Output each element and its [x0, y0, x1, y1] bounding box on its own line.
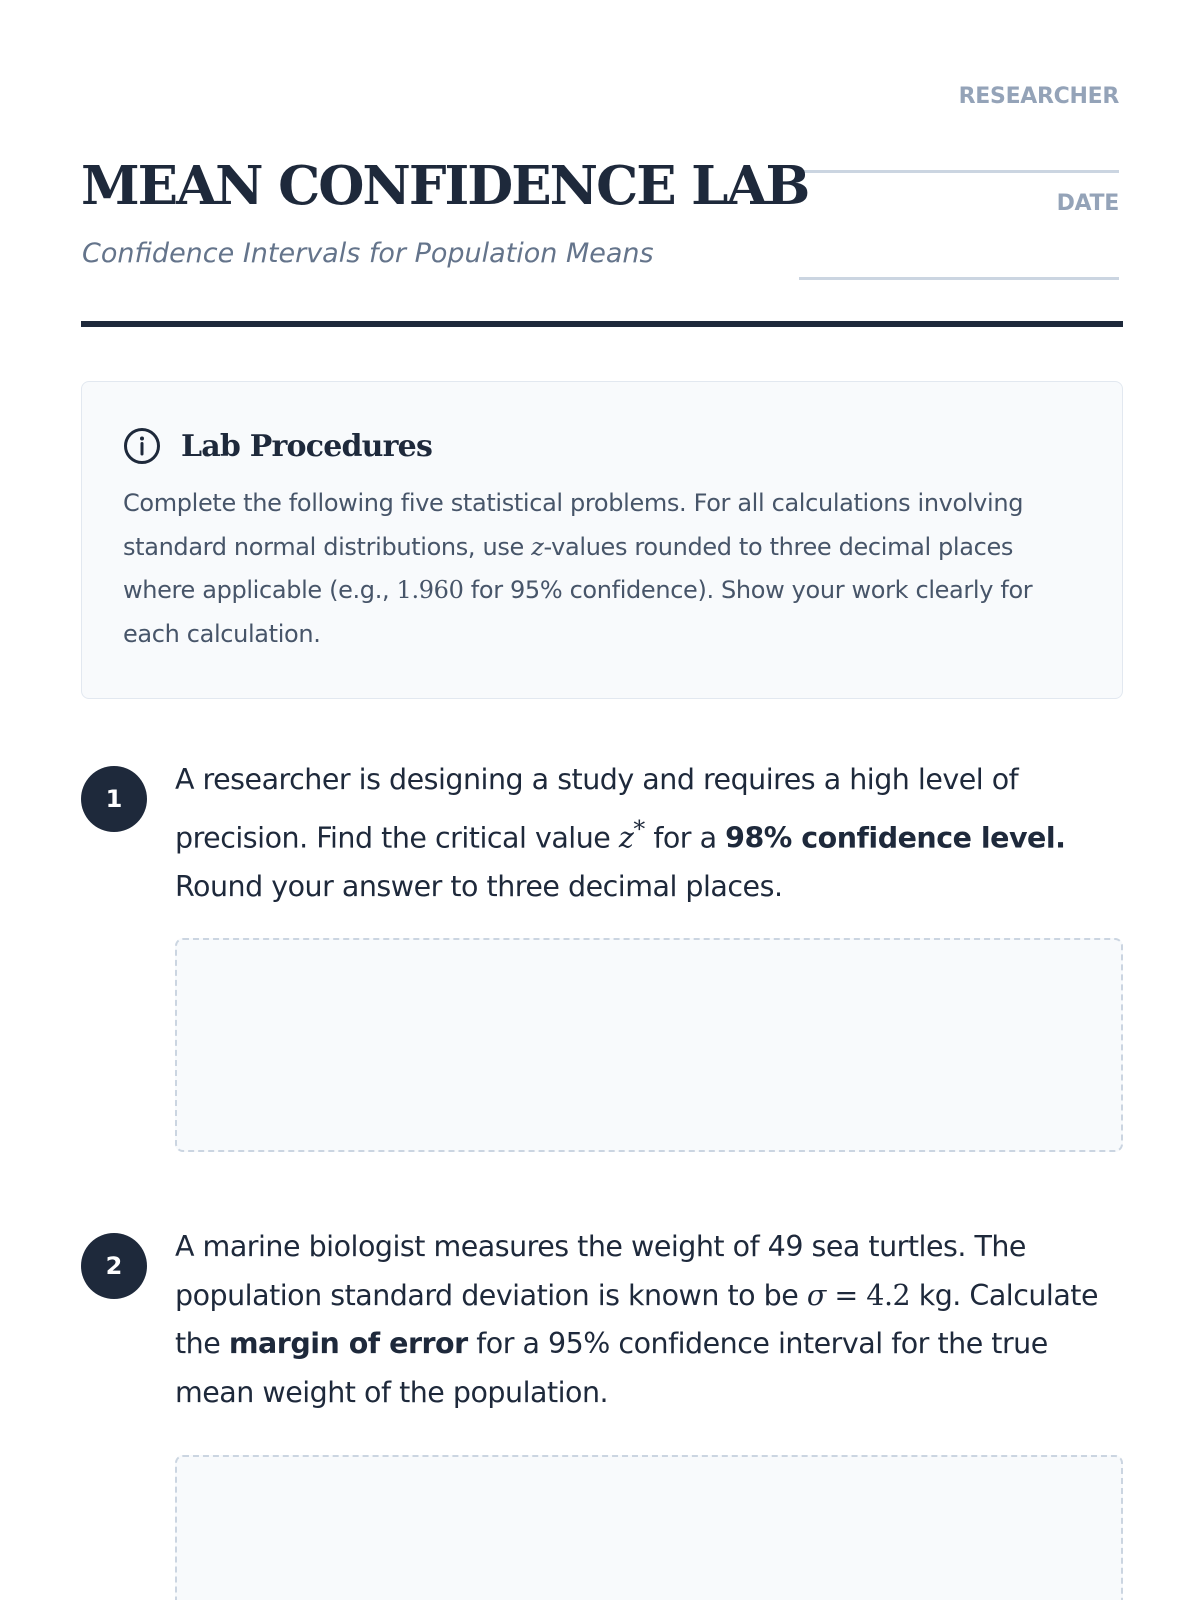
date-label: DATE: [1056, 191, 1119, 216]
question-text: A researcher is designing a study and requires a high level of precision. Find the critical value z* for a 98% confidence level. Round your answer to three decimal places.: [175, 763, 1066, 903]
question-text: A marine biologist measures the weight of 49 sea turtles. The population standard deviation is known to be σ = 4.2 kg. Calculate the margin of error for a 95% confidence interval for the true mean weight of the population.: [175, 1230, 1099, 1409]
researcher-label: RESEARCHER: [958, 84, 1119, 109]
researcher-line[interactable]: [799, 170, 1119, 173]
procedures-header: [123, 424, 1082, 468]
math-example: 1.960: [396, 576, 464, 604]
date-line[interactable]: [799, 277, 1119, 280]
answer-box[interactable]: [175, 938, 1123, 1152]
info-icon: [123, 427, 161, 465]
procedures-text: Complete the following five statistical problems. For all calculations involving standard normal distributions, use z-values rounded to three decimal places where applicable (e.g., 1.960 for 95% confidence). Show your work clearly for each calculation.: [123, 489, 1033, 648]
math-z: z: [531, 532, 544, 561]
question-number-badge: 1: [81, 766, 147, 832]
question-number-badge: 2: [81, 1233, 147, 1299]
worksheet-header: [81, 0, 1119, 330]
page-title: MEAN CONFIDENCE LAB: [81, 155, 809, 217]
header-divider: [81, 321, 1123, 327]
page-subtitle: Confidence Intervals for Population Means: [82, 238, 654, 269]
procedures-title: Lab Procedures: [181, 428, 433, 464]
answer-box[interactable]: [175, 1455, 1123, 1600]
procedures-box: [81, 381, 1123, 699]
